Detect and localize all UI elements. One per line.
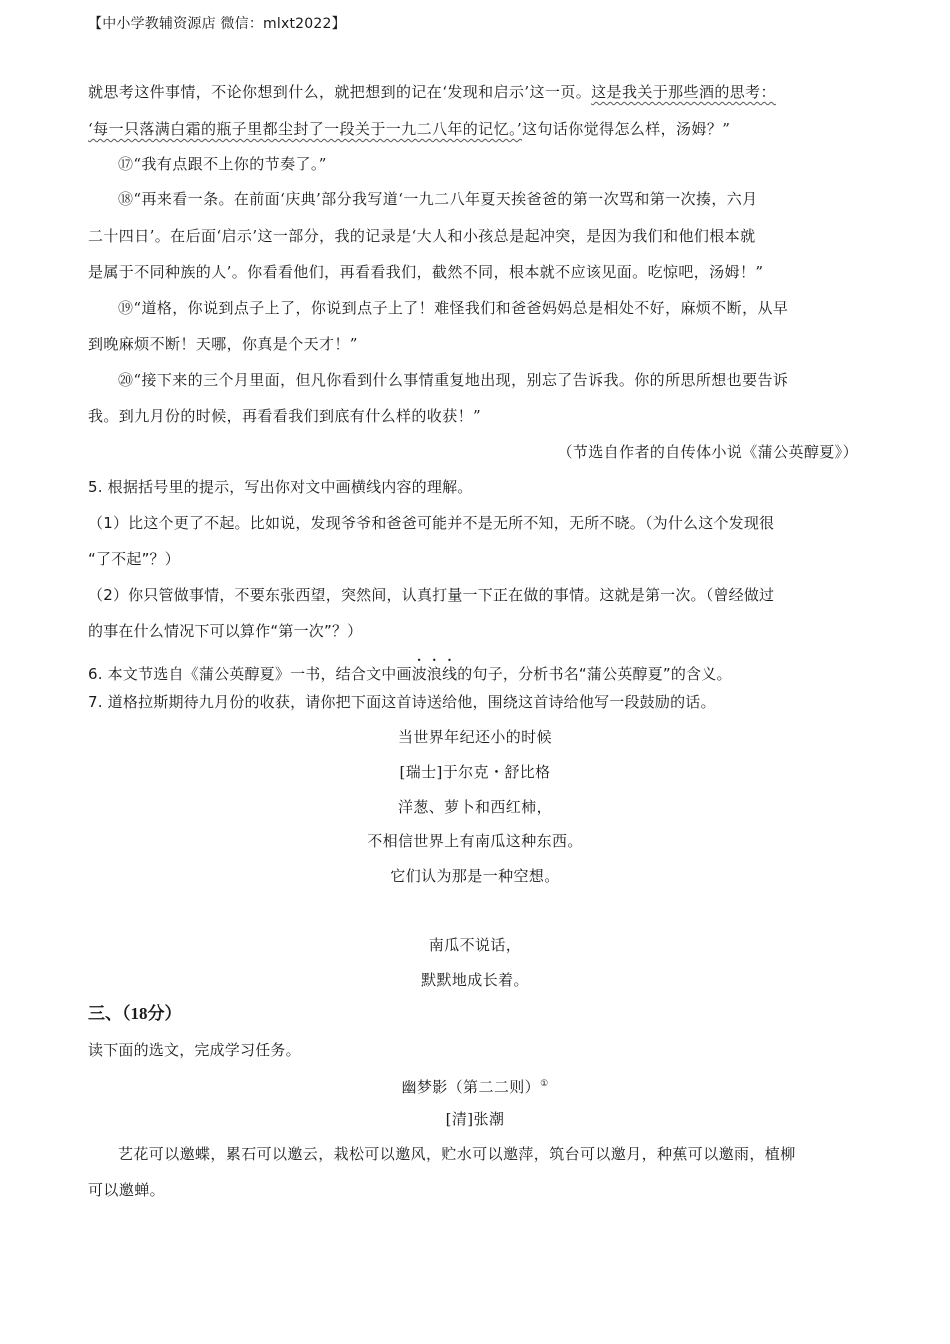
classical-text-author: [清]张潮 xyxy=(445,1110,505,1128)
poem-line: 洋葱、萝卜和西红柿， xyxy=(397,798,552,816)
wavy-underlined-text: ‘每一只落满白霜的瓶子里都尘封了一段关于一九二八年的记忆。’ xyxy=(88,120,523,138)
paragraph-17: ⑰“我有点跟不上你的节奏了。” xyxy=(118,155,327,173)
question-5-2: （2）你只管做事情，不要东张西望，突然间，认真打量一下正在做的事情。这就是第一次。（曾经做过 xyxy=(88,586,775,604)
passage-line xyxy=(88,82,950,102)
passage-text: 这句话你觉得怎么样，汤姆？” xyxy=(522,120,731,138)
paragraph-20: 我。到九月份的时候，再看看我们到底有什么样的收获！” xyxy=(88,407,482,425)
section-3-intro: 读下面的选文，完成学习任务。 xyxy=(88,1041,301,1059)
question-6 xyxy=(88,656,950,684)
question-5-1: “了不起”？） xyxy=(88,550,180,568)
paragraph-18: 二十四日’。在后面‘启示’这一部分，我的记录是‘大人和小孩总是起冲突，是因为我们和他们根本就 xyxy=(88,227,756,245)
paragraph-18: ⑱“再来看一条。在前面‘庆典’部分我写道‘一九二八年夏天挨爸爸的第一次骂和第一次揍，六月 xyxy=(118,190,758,208)
classical-text-body: 可以邀蝉。 xyxy=(88,1181,166,1199)
paragraph-19: ⑲“道格，你说到点子上了，你说到点子上了！难怪我们和爸爸妈妈总是相处不好，麻烦不断，从早 xyxy=(118,299,789,317)
question-5-2: 的事在什么情况下可以算作“第一次”？） xyxy=(88,622,363,640)
paragraph-19: 到晚麻烦不断！天哪，你真是个天才！” xyxy=(88,335,358,353)
question-7: 7. 道格拉斯期待九月份的收获，请你把下面这首诗送给他，围绕这首诗给他写一段鼓励的话。 xyxy=(88,693,716,711)
poem-line: 它们认为那是一种空想。 xyxy=(390,867,560,885)
passage-text: 就思考这件事情，不论你想到什么，就把想到的记在‘发现和启示’这一页。 xyxy=(88,83,592,101)
question-5-title: 5. 根据括号里的提示，写出你对文中画横线内容的理解。 xyxy=(88,478,473,496)
poem-line: 不相信世界上有南瓜这种东西。 xyxy=(367,832,583,850)
passage-line xyxy=(88,119,950,139)
section-3-heading: 三、（18分） xyxy=(88,1004,182,1023)
question-6-text: 6. 本文节选自《蒲公英醇夏》一书，结合文中画 xyxy=(88,665,412,683)
classical-text-body: 艺花可以邀蝶，累石可以邀云，栽松可以邀风，贮水可以邀萍，筑台可以邀月，种蕉可以邀雨，植柳 xyxy=(118,1145,796,1163)
footnote-marker: ① xyxy=(540,1079,549,1089)
paragraph-20: ⑳“接下来的三个月里面，但凡你看到什么事情重复地出现，别忘了告诉我。你的所思所想也要告诉 xyxy=(118,371,789,389)
question-5-1: （1）比这个更了不起。比如说，发现爷爷和爸爸可能并不是无所不知，无所不晓。（为什么这个发现很 xyxy=(88,514,775,532)
emphasis-dotted-text: 波浪线 xyxy=(411,665,458,683)
poem-author: [瑞士]于尔克・舒比格 xyxy=(399,763,551,781)
paragraph-18: 是属于不同种族的人’。你看看他们，再看看我们，截然不同，根本就不应该见面。吃惊吧，汤姆！” xyxy=(88,263,764,281)
classical-title-text: 幽梦影（第二二则） xyxy=(401,1078,541,1096)
poem-line: 默默地成长着。 xyxy=(421,971,529,989)
classical-text-title xyxy=(0,1074,950,1097)
poem-title: 当世界年纪还小的时候 xyxy=(397,728,552,746)
header-watermark: 【中小学教辅资源店 微信：mlxt2022】 xyxy=(88,16,346,32)
wavy-underlined-text: 这是我关于那些酒的思考： xyxy=(591,83,776,101)
poem-line: 南瓜不说话， xyxy=(428,936,522,954)
question-6-text: 的句子，分析书名“蒲公英醇夏”的含义。 xyxy=(457,665,732,683)
passage-source: （节选自作者的自传体小说《蒲公英醇夏》） xyxy=(557,443,858,461)
